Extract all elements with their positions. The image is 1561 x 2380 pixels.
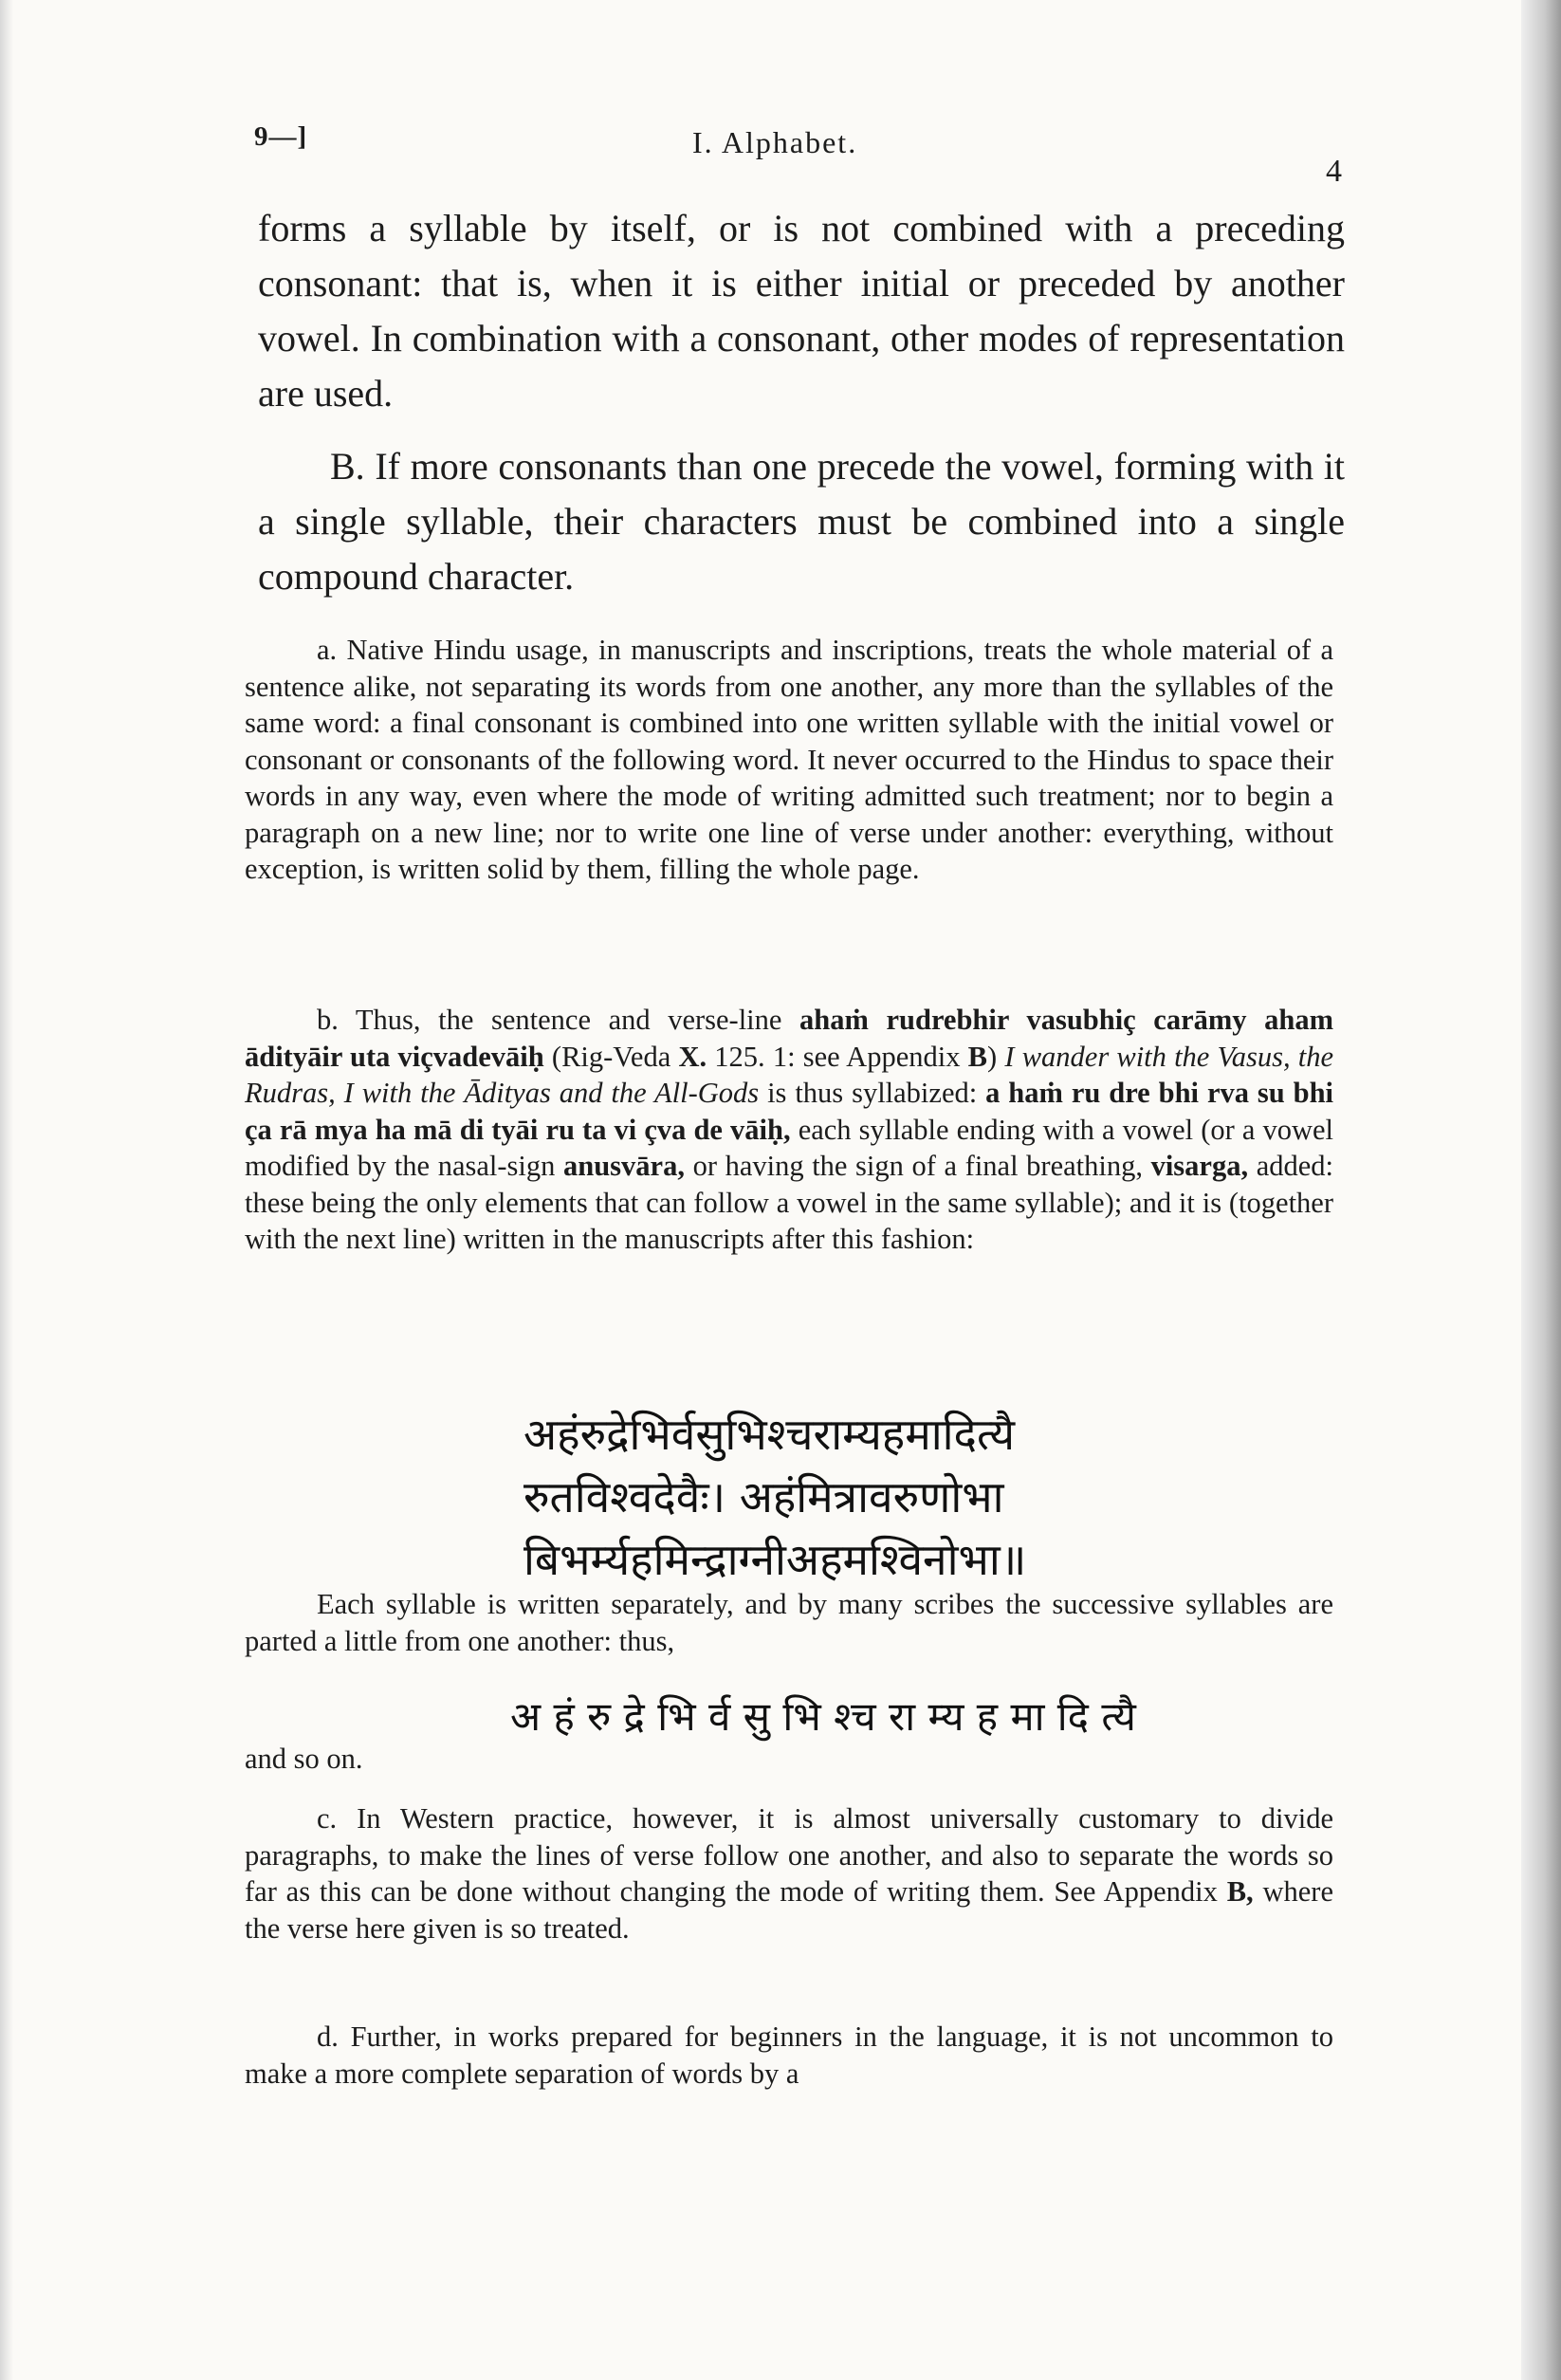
remark-c [245, 1800, 1333, 1946]
page-edge-right [1521, 0, 1561, 2380]
text-run: Thus, the sentence and verse-line [355, 1004, 782, 1036]
remark-b [245, 1002, 1333, 1258]
page-edge-left [0, 0, 13, 2380]
each-syllable-paragraph: Each syllable is written separately, and by many scribes the successive syllables are parted a little from one another: thus, [245, 1588, 1333, 1657]
text-run: 125. 1: see Appendix [714, 1040, 961, 1073]
text-run: or having the sign of a final breathing, [692, 1150, 1143, 1182]
running-header [0, 112, 1517, 188]
text-run: added: these being the only elements that can follow a vowel in the same syllable); and it is (together with the next line) written in the manuscripts after this fashion: [245, 1150, 1334, 1255]
devanagari-line-1: अहंरुद्रेभिर्वसुभिश्चराम्यहमादित्यै [523, 1409, 1016, 1460]
text-run: is thus syllabized: [767, 1077, 978, 1109]
remark-label: d. [317, 2020, 339, 2053]
paragraph-continuation: forms a syllable by itself, or is not combined with a preceding consonant: that is, when it is either initial or preceded by another vowel. In combination with a consonant, other modes of representation are used. [258, 207, 1345, 415]
text-run: (Rig-Veda [551, 1040, 671, 1073]
book-number: X. [678, 1040, 707, 1073]
transliteration: ahaṁ rudrebhir vasubhiç carāmy aham ādityāir uta viçvadevāiḥ [245, 1004, 1333, 1073]
term-anusvara: anusvāra, [562, 1150, 685, 1182]
appendix-ref: B [967, 1040, 987, 1073]
remark-label: b. [317, 1004, 339, 1036]
remark-label: a. [317, 634, 338, 666]
devanagari-line-3: बिभर्म्यहमिन्द्राग्नीअहमश्विनोभा॥ [523, 1534, 1027, 1585]
paragraph-b [258, 439, 1345, 604]
paragraph-label: B. [330, 445, 365, 488]
devanagari-line-2: रुतविश्वदेवैः। अहंमित्रावरुणोभा [523, 1471, 1004, 1522]
translation: I wander with the Vasus, the Rudras, I with the Ādityas and the All-Gods [245, 1040, 1334, 1109]
page-number: 4 [1326, 154, 1342, 189]
paragraph-text: If more consonants than one precede the vowel, forming with it a single syllable, their characters must be combined into a single compound character. [258, 445, 1346, 598]
remark-a [245, 632, 1333, 888]
running-title: I. Alphabet. [692, 125, 858, 159]
devanagari-spaced: अ हं रु द्रे भि र्व सु भि श्च रा म्य ह मा दि त्यै [510, 1693, 1136, 1740]
text-run: In Western practice, however, it is almost universally customary to divide paragraphs, to make the lines of verse follow one another, and also to separate the words so far as this can be done without changing the mode of writing them. See Appendix [245, 1802, 1333, 1908]
syllabized-text: a haṁ ru dre bhi rva su bhi ça rā mya ha mā di tyāi ru ta vi çva de vāiḥ, [245, 1077, 1334, 1146]
text-run: where the verse here given is so treated. [245, 1875, 1333, 1945]
remark-label: c. [317, 1802, 338, 1835]
text-run: ) [987, 1040, 998, 1073]
remark-text: Native Hindu usage, in manuscripts and inscriptions, treats the whole material of a sentence alike, not separating its words from one another, any more than the syllables of the same word: a final consonant is combined into one written syllable with the initial vowel or consonant or consonants of the following word. It never occurred to the Hindus to space their words in any way, even where the mode of writing admitted such treatment; nor to begin a paragraph on a new line; nor to write one line of verse under another: everything, without exception, is written solid by them, filling the whole page. [245, 634, 1333, 885]
remark-d [245, 2019, 1333, 2092]
and-so-on: and so on. [245, 1743, 363, 1775]
term-visarga: visarga, [1150, 1150, 1249, 1182]
section-reference: 9—] [254, 121, 308, 152]
remark-text: Further, in works prepared for beginners in the language, it is not uncommon to make a more complete separation of words by a [245, 2020, 1334, 2090]
appendix-ref: B, [1226, 1875, 1254, 1908]
text-run: each syllable ending with a vowel (or a vowel modified by the nasal-sign [245, 1113, 1333, 1182]
